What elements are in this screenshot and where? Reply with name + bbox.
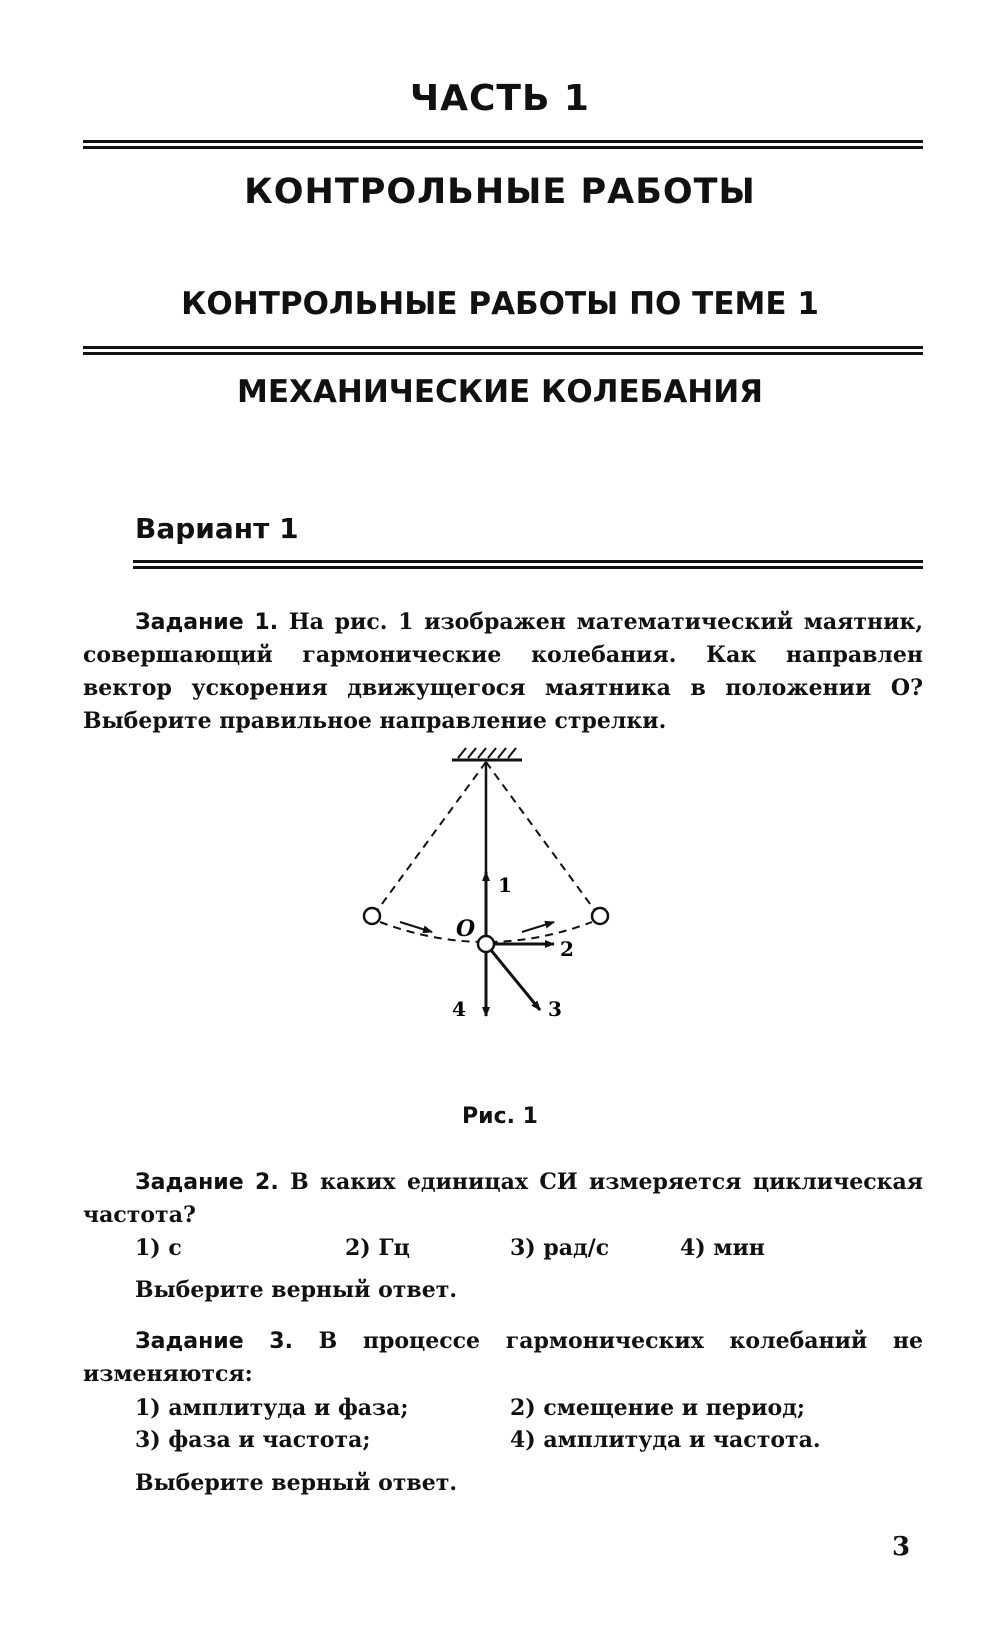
task-1-label: Задание 1. — [135, 610, 279, 635]
double-rule — [83, 140, 923, 149]
motion-arrow-left — [400, 922, 432, 932]
arrow-label-2: 2 — [560, 937, 574, 961]
task-2-option-1: 1) с — [135, 1235, 182, 1261]
pendulum-figure — [360, 740, 640, 1050]
bob-right — [592, 908, 608, 924]
task-1 — [83, 606, 923, 738]
double-rule — [133, 560, 923, 569]
task-2-option-4: 4) мин — [680, 1235, 765, 1261]
bob-center — [478, 936, 494, 952]
task-3-label: Задание 3. — [135, 1329, 293, 1354]
section-heading: КОНТРОЛЬНЫЕ РАБОТЫ — [244, 172, 756, 212]
arrow-3 — [486, 944, 540, 1010]
double-rule — [83, 346, 923, 355]
arrow-label-3: 3 — [548, 997, 562, 1021]
task-3-option-4: 4) амплитуда и частота. — [510, 1427, 821, 1453]
motion-arrow-right — [522, 922, 554, 932]
task-3-text: В процессе гармонических колебаний не изменяются: — [83, 1328, 923, 1387]
part-heading: ЧАСТЬ 1 — [410, 78, 590, 119]
pendulum-support — [452, 748, 522, 760]
bob-left — [364, 908, 380, 924]
task-3 — [83, 1325, 923, 1391]
variant-heading: Вариант 1 — [135, 512, 299, 545]
task-1-text: На рис. 1 изображен математический маятник, совершающий гармонические колебания. Как направлен вектор ускорения движущегося маятника в положении O? Выберите правильное направление стрелки. — [83, 609, 923, 734]
task-2-label: Задание 2. — [135, 1170, 279, 1195]
figure-caption: Рис. 1 — [462, 1104, 538, 1129]
theme-heading: МЕХАНИЧЕСКИЕ КОЛЕБАНИЯ — [236, 374, 764, 410]
topic-heading: КОНТРОЛЬНЫЕ РАБОТЫ ПО ТЕМЕ 1 — [181, 286, 819, 322]
task-2-text: В каких единицах СИ измеряется циклическая частота? — [83, 1169, 923, 1228]
point-label-o: O — [456, 916, 476, 942]
task-3-instruction: Выберите верный ответ. — [135, 1470, 457, 1496]
task-2-option-3: 3) рад/с — [510, 1235, 610, 1261]
task-2-instruction: Выберите верный ответ. — [135, 1277, 457, 1303]
page-number: 3 — [892, 1532, 911, 1562]
task-3-option-1: 1) амплитуда и фаза; — [135, 1395, 409, 1421]
arrow-label-1: 1 — [498, 873, 512, 897]
task-3-option-2: 2) смещение и период; — [510, 1395, 805, 1421]
string-left-dashed — [376, 762, 486, 912]
arrow-label-4: 4 — [452, 997, 466, 1021]
task-2-option-2: 2) Гц — [345, 1235, 410, 1261]
task-3-option-3: 3) фаза и частота; — [135, 1427, 371, 1453]
task-2 — [83, 1166, 923, 1232]
